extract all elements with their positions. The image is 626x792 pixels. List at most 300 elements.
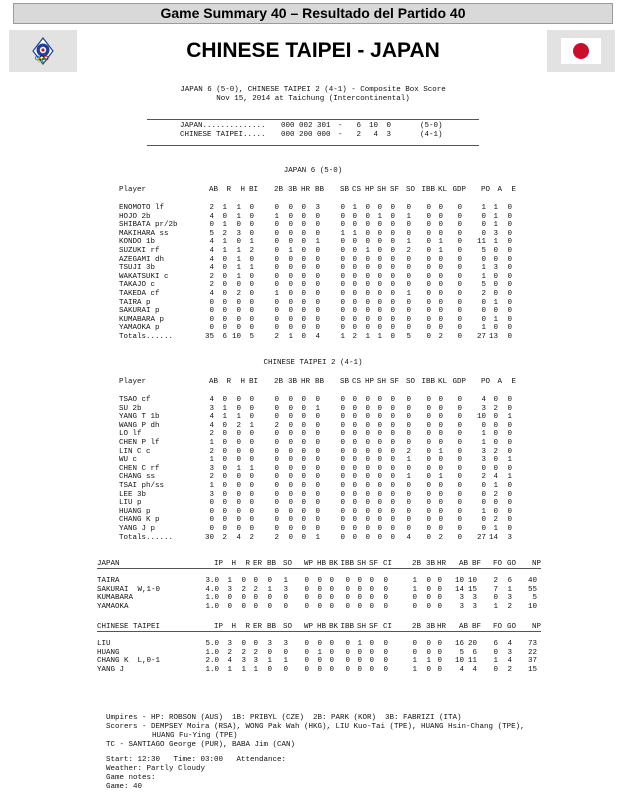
japan-pitching-header-cell: AB bbox=[458, 560, 468, 568]
taipei-batting-player-name: LO lf bbox=[119, 430, 142, 439]
taipei-batting-header-cell: SB bbox=[339, 378, 349, 386]
japan-batting-stat-cell: 1 bbox=[377, 212, 382, 221]
taipei-pitching-stat-cell: 6 bbox=[472, 648, 477, 657]
japan-batting-stat-cell: 0 bbox=[249, 315, 254, 324]
chinese-taipei-olympic-emblem-icon bbox=[9, 30, 77, 72]
japan-batting-stat-cell: 0 bbox=[315, 281, 320, 290]
taipei-batting-stat-cell: 0 bbox=[315, 447, 320, 456]
taipei-batting-stat-cell: 0 bbox=[406, 464, 411, 473]
taipei-batting-stat-cell: 0 bbox=[274, 439, 279, 447]
taipei-batting-stat-cell: 0 bbox=[457, 490, 462, 499]
japan-batting-stat-cell: 2 bbox=[481, 290, 486, 298]
japan-pitching-stat-cell: 0 bbox=[426, 585, 431, 594]
taipei-batting-stat-cell: 0 bbox=[406, 404, 411, 413]
taipei-batting-stat-cell: 1 bbox=[249, 421, 254, 430]
japan-batting-stat-cell: 0 bbox=[426, 281, 431, 290]
taipei-batting-stat-cell: 0 bbox=[236, 456, 241, 465]
japan-batting-stat-cell: 0 bbox=[426, 333, 431, 341]
japan-pitching-stat-cell: 0 bbox=[345, 577, 350, 585]
taipei-batting-stat-cell: 0 bbox=[365, 413, 370, 422]
taipei-pitching-stat-cell: 0 bbox=[267, 648, 272, 657]
japan-batting-stat-cell: 0 bbox=[274, 264, 279, 273]
taipei-batting-stat-cell: 0 bbox=[426, 396, 431, 404]
taipei-pitching-stat-cell: 0 bbox=[426, 648, 431, 657]
japan-batting-stat-cell: 0 bbox=[426, 238, 431, 247]
taipei-pitching-stat-cell: 1 bbox=[426, 657, 431, 666]
taipei-batting-stat-cell: 1 bbox=[222, 404, 227, 413]
taipei-batting-header-cell: HR bbox=[300, 378, 310, 386]
japan-batting-stat-cell: 1 bbox=[236, 204, 241, 212]
japan-batting-header-cell: KL bbox=[437, 186, 447, 194]
taipei-batting-stat-cell: 0 bbox=[301, 447, 306, 456]
taipei-pitching-stat-cell: 1 bbox=[412, 665, 417, 674]
japan-pitching-header-cell: IP bbox=[213, 560, 223, 568]
japan-batting-stat-cell: 0 bbox=[365, 229, 370, 238]
taipei-batting-stat-cell: 2 bbox=[209, 447, 214, 456]
japan-batting-stat-cell: 0 bbox=[236, 221, 241, 230]
taipei-batting-stat-cell: 0 bbox=[438, 404, 443, 413]
japan-pitching-stat-cell: 0 bbox=[383, 602, 388, 611]
taipei-batting-stat-cell: 0 bbox=[377, 516, 382, 525]
taipei-batting-stat-cell: 0 bbox=[340, 473, 345, 482]
japan-batting-stat-cell: 0 bbox=[315, 264, 320, 273]
japan-batting-stat-cell: 0 bbox=[438, 272, 443, 281]
japan-batting-stat-cell: 0 bbox=[426, 255, 431, 264]
technical-commissioners-line: TC - SANTIAGO George (PUR), BABA Jim (CAN) bbox=[106, 741, 296, 749]
taipei-pitching-stat-cell: 0 bbox=[345, 665, 350, 674]
taipei-batting-stat-cell: 3 bbox=[481, 404, 486, 413]
taipei-batting-stat-cell: 0 bbox=[274, 507, 279, 516]
japan-batting-stat-cell: 6 bbox=[222, 333, 227, 341]
taipei-batting-stat-cell: 0 bbox=[274, 396, 279, 404]
japan-batting-stat-cell: 0 bbox=[340, 264, 345, 273]
japan-pitching-pitcher-name: SAKURAI W,1-0 bbox=[97, 585, 161, 594]
taipei-batting-stat-cell: 0 bbox=[222, 482, 227, 490]
japan-batting-stat-cell: 0 bbox=[352, 307, 357, 316]
linescore-innings: 000 200 000 bbox=[281, 131, 331, 139]
taipei-pitching-stat-cell: 0 bbox=[329, 657, 334, 666]
taipei-batting-header-cell: H bbox=[240, 378, 245, 386]
taipei-batting-header-cell: R bbox=[226, 378, 231, 386]
japan-pitching-header-cell: CI bbox=[382, 560, 392, 568]
japan-pitching-stat-cell: 3 bbox=[472, 602, 477, 611]
taipei-pitching-header-cell: BF bbox=[471, 623, 481, 631]
taipei-batting-stat-cell: 0 bbox=[301, 525, 306, 533]
taipei-batting-stat-cell: 0 bbox=[457, 447, 462, 456]
japan-batting-title: JAPAN 6 (5-0) bbox=[283, 167, 343, 175]
japan-batting-stat-cell: 0 bbox=[493, 281, 498, 290]
taipei-pitching-stat-cell: 0 bbox=[493, 665, 498, 674]
japan-batting-stat-cell: 1 bbox=[236, 255, 241, 264]
taipei-batting-stat-cell: 0 bbox=[301, 464, 306, 473]
taipei-batting-stat-cell: 4 bbox=[209, 413, 214, 422]
japan-pitching-stat-cell: 0 bbox=[304, 577, 309, 585]
japan-batting-stat-cell: 0 bbox=[457, 212, 462, 221]
game-notes-line: Game notes: bbox=[106, 774, 156, 782]
japan-pitching-stat-cell: 3 bbox=[283, 585, 288, 594]
taipei-pitching-stat-cell: 0 bbox=[241, 640, 246, 648]
taipei-pitching-stat-cell: 0 bbox=[345, 657, 350, 666]
japan-batting-stat-cell: 1 bbox=[340, 229, 345, 238]
japan-pitching-header-cell: NP bbox=[531, 560, 541, 568]
japan-batting-stat-cell: 0 bbox=[406, 307, 411, 316]
japan-batting-stat-cell: 0 bbox=[481, 307, 486, 316]
japan-pitching-stat-cell: 55 bbox=[527, 585, 537, 594]
taipei-batting-stat-cell: 0 bbox=[390, 413, 395, 422]
japan-batting-stat-cell: 0 bbox=[340, 255, 345, 264]
taipei-pitching-stat-cell: 0 bbox=[329, 665, 334, 674]
japan-batting-stat-cell: 0 bbox=[222, 307, 227, 316]
taipei-batting-stat-cell: 0 bbox=[352, 490, 357, 499]
japan-pitching-stat-cell: 0 bbox=[345, 602, 350, 611]
taipei-batting-stat-cell: 0 bbox=[493, 439, 498, 447]
japan-batting-stat-cell: 3 bbox=[493, 264, 498, 273]
japan-batting-stat-cell: 0 bbox=[222, 272, 227, 281]
taipei-batting-stat-cell: 0 bbox=[249, 482, 254, 490]
taipei-pitching-header-cell: AB bbox=[458, 623, 468, 631]
taipei-batting-stat-cell: 0 bbox=[481, 499, 486, 508]
japan-pitching-stat-cell: 1 bbox=[283, 577, 288, 585]
japan-batting-stat-cell: 0 bbox=[426, 324, 431, 333]
taipei-batting-player-name: CHEN P lf bbox=[119, 439, 160, 447]
taipei-batting-stat-cell: 0 bbox=[438, 516, 443, 525]
taipei-batting-stat-cell: 2 bbox=[222, 533, 227, 542]
taipei-batting-stat-cell: 1 bbox=[222, 413, 227, 422]
taipei-batting-stat-cell: 1 bbox=[481, 507, 486, 516]
japan-pitching-stat-cell: 0 bbox=[345, 585, 350, 594]
japan-batting-header-cell: H bbox=[240, 186, 245, 194]
japan-batting-stat-cell: 0 bbox=[507, 307, 512, 316]
japan-pitching-stat-cell: 0 bbox=[437, 577, 442, 585]
taipei-batting-stat-cell: 0 bbox=[481, 464, 486, 473]
taipei-batting-stat-cell: 1 bbox=[507, 456, 512, 465]
japan-batting-stat-cell: 0 bbox=[377, 247, 382, 255]
taipei-batting-header-cell: HP bbox=[364, 378, 374, 386]
taipei-batting-stat-cell: 0 bbox=[315, 482, 320, 490]
japan-batting-stat-cell: 0 bbox=[288, 272, 293, 281]
taipei-batting-stat-cell: 2 bbox=[493, 404, 498, 413]
japan-batting-stat-cell: 0 bbox=[426, 290, 431, 298]
taipei-batting-stat-cell: 0 bbox=[365, 533, 370, 542]
japan-batting-stat-cell: 0 bbox=[222, 290, 227, 298]
japan-batting-stat-cell: 0 bbox=[457, 204, 462, 212]
japan-pitching-stat-cell: 0 bbox=[437, 594, 442, 603]
japan-batting-stat-cell: 0 bbox=[377, 204, 382, 212]
japan-batting-stat-cell: 1 bbox=[236, 272, 241, 281]
taipei-batting-stat-cell: 0 bbox=[340, 507, 345, 516]
japan-batting-stat-cell: 0 bbox=[340, 281, 345, 290]
taipei-batting-stat-cell: 1 bbox=[236, 413, 241, 422]
taipei-pitching-stat-cell: 0 bbox=[437, 657, 442, 666]
taipei-batting-stat-cell: 0 bbox=[352, 499, 357, 508]
taipei-batting-stat-cell: 0 bbox=[340, 413, 345, 422]
japan-batting-player-name: SUZUKI rf bbox=[119, 247, 160, 255]
japan-batting-stat-cell: 0 bbox=[352, 264, 357, 273]
taipei-batting-stat-cell: 0 bbox=[438, 456, 443, 465]
japan-batting-stat-cell: 0 bbox=[288, 229, 293, 238]
taipei-pitching-header-cell: BB bbox=[266, 623, 276, 631]
japan-batting-stat-cell: 0 bbox=[457, 324, 462, 333]
japan-batting-stat-cell: 0 bbox=[288, 324, 293, 333]
taipei-batting-stat-cell: 0 bbox=[301, 413, 306, 422]
japan-batting-stat-cell: 0 bbox=[390, 264, 395, 273]
taipei-pitching-stat-cell: 1 bbox=[253, 665, 258, 674]
japan-batting-stat-cell: 0 bbox=[301, 290, 306, 298]
taipei-batting-stat-cell: 0 bbox=[222, 516, 227, 525]
taipei-batting-stat-cell: 0 bbox=[390, 464, 395, 473]
taipei-batting-stat-cell: 0 bbox=[288, 507, 293, 516]
taipei-batting-stat-cell: 0 bbox=[352, 525, 357, 533]
taipei-batting-stat-cell: 0 bbox=[457, 533, 462, 542]
taipei-pitching-header-cell: WP bbox=[303, 623, 313, 631]
linescore-bottom-rule bbox=[147, 145, 479, 146]
taipei-batting-stat-cell: 0 bbox=[377, 439, 382, 447]
japan-batting-stat-cell: 0 bbox=[390, 255, 395, 264]
taipei-batting-stat-cell: 0 bbox=[222, 456, 227, 465]
japan-batting-stat-cell: 0 bbox=[377, 229, 382, 238]
japan-pitching-header-cell: BF bbox=[471, 560, 481, 568]
japan-batting-stat-cell: 0 bbox=[236, 307, 241, 316]
taipei-batting-stat-cell: 0 bbox=[377, 430, 382, 439]
japan-batting-stat-cell: 0 bbox=[507, 264, 512, 273]
japan-batting-stat-cell: 0 bbox=[438, 204, 443, 212]
japan-batting-stat-cell: 1 bbox=[438, 238, 443, 247]
japan-batting-stat-cell: 0 bbox=[365, 298, 370, 307]
japan-batting-stat-cell: 0 bbox=[481, 221, 486, 230]
taipei-pitching-stat-cell: 4 bbox=[459, 665, 464, 674]
taipei-batting-stat-cell: 0 bbox=[288, 421, 293, 430]
japan-batting-stat-cell: 0 bbox=[406, 204, 411, 212]
japan-batting-stat-cell: 0 bbox=[249, 307, 254, 316]
taipei-batting-stat-cell: 1 bbox=[209, 439, 214, 447]
japan-batting-stat-cell: 0 bbox=[288, 290, 293, 298]
taipei-pitching-header-cell: R bbox=[245, 623, 250, 631]
taipei-pitching-stat-cell: 4 bbox=[472, 665, 477, 674]
japan-batting-stat-cell: 1 bbox=[406, 238, 411, 247]
japan-batting-stat-cell: 0 bbox=[406, 281, 411, 290]
japan-batting-stat-cell: 1 bbox=[249, 264, 254, 273]
japan-pitching-header-cell: WP bbox=[303, 560, 313, 568]
japan-batting-stat-cell: 0 bbox=[390, 247, 395, 255]
taipei-batting-stat-cell: 1 bbox=[438, 473, 443, 482]
taipei-batting-stat-cell: 0 bbox=[274, 447, 279, 456]
taipei-pitching-stat-cell: 0 bbox=[493, 648, 498, 657]
japan-batting-stat-cell: 1 bbox=[288, 247, 293, 255]
japan-batting-stat-cell: 1 bbox=[377, 333, 382, 341]
japan-pitching-stat-cell: 0 bbox=[241, 577, 246, 585]
japan-batting-stat-cell: 0 bbox=[222, 324, 227, 333]
japan-batting-stat-cell: 0 bbox=[457, 290, 462, 298]
taipei-batting-stat-cell: 4 bbox=[209, 396, 214, 404]
taipei-batting-stat-cell: 0 bbox=[249, 439, 254, 447]
japan-batting-stat-cell: 0 bbox=[438, 255, 443, 264]
japan-pitching-stat-cell: 0 bbox=[304, 585, 309, 594]
taipei-batting-stat-cell: 0 bbox=[352, 533, 357, 542]
japan-batting-stat-cell: 0 bbox=[426, 264, 431, 273]
taipei-batting-stat-cell: 0 bbox=[352, 421, 357, 430]
japan-pitching-stat-cell: 0 bbox=[369, 585, 374, 594]
taipei-batting-stat-cell: 0 bbox=[365, 456, 370, 465]
taipei-batting-stat-cell: 0 bbox=[340, 456, 345, 465]
taipei-batting-stat-cell: 0 bbox=[377, 396, 382, 404]
japan-batting-header-player: Player bbox=[119, 186, 147, 194]
japan-batting-stat-cell: 0 bbox=[222, 212, 227, 221]
japan-batting-stat-cell: 0 bbox=[301, 324, 306, 333]
taipei-pitching-stat-cell: 2 bbox=[241, 648, 246, 657]
taipei-batting-player-name: YANG J p bbox=[119, 525, 156, 533]
taipei-batting-stat-cell: 0 bbox=[377, 473, 382, 482]
taipei-batting-stat-cell: 0 bbox=[288, 482, 293, 490]
taipei-batting-stat-cell: 0 bbox=[288, 430, 293, 439]
taipei-pitching-stat-cell: 1.0 bbox=[205, 665, 219, 674]
taipei-batting-stat-cell: 0 bbox=[426, 456, 431, 465]
taipei-batting-stat-cell: 0 bbox=[377, 456, 382, 465]
japan-batting-stat-cell: 2 bbox=[209, 204, 214, 212]
start-time-line: Start: 12:30 Time: 03:00 Attendance: bbox=[106, 756, 287, 764]
japan-pitching-stat-cell: 0 bbox=[267, 577, 272, 585]
japan-batting-stat-cell: 2 bbox=[209, 272, 214, 281]
taipei-batting-header-cell: AB bbox=[208, 378, 218, 386]
japan-batting-stat-cell: 2 bbox=[249, 247, 254, 255]
taipei-batting-stat-cell: 0 bbox=[274, 456, 279, 465]
taipei-pitching-stat-cell: 0 bbox=[369, 648, 374, 657]
taipei-batting-stat-cell: 0 bbox=[222, 447, 227, 456]
japan-batting-stat-cell: 0 bbox=[236, 281, 241, 290]
taipei-batting-stat-cell: 0 bbox=[249, 499, 254, 508]
taipei-batting-stat-cell: 0 bbox=[222, 499, 227, 508]
taipei-batting-stat-cell: 0 bbox=[493, 456, 498, 465]
taipei-batting-stat-cell: 2 bbox=[481, 473, 486, 482]
taipei-batting-stat-cell: 0 bbox=[426, 516, 431, 525]
taipei-pitching-stat-cell: 4 bbox=[507, 640, 512, 648]
taipei-batting-stat-cell: 0 bbox=[377, 404, 382, 413]
taipei-batting-stat-cell: 0 bbox=[493, 396, 498, 404]
taipei-batting-stat-cell: 0 bbox=[365, 525, 370, 533]
japan-batting-stat-cell: 0 bbox=[426, 272, 431, 281]
japan-batting-stat-cell: 0 bbox=[457, 264, 462, 273]
japan-pitching-header-cell: SO bbox=[282, 560, 292, 568]
taipei-batting-stat-cell: 0 bbox=[352, 456, 357, 465]
japan-batting-stat-cell: 0 bbox=[365, 315, 370, 324]
taipei-batting-stat-cell: 0 bbox=[406, 421, 411, 430]
taipei-batting-stat-cell: 0 bbox=[236, 516, 241, 525]
japan-pitching-stat-cell: 0 bbox=[357, 602, 362, 611]
taipei-batting-stat-cell: 0 bbox=[274, 499, 279, 508]
taipei-batting-player-name: TSAO cf bbox=[119, 396, 151, 404]
japan-batting-stat-cell: 1 bbox=[274, 212, 279, 221]
game-summary-title-bar bbox=[13, 3, 613, 24]
japan-batting-header-cell: BB bbox=[314, 186, 324, 194]
taipei-batting-stat-cell: 0 bbox=[365, 439, 370, 447]
japan-batting-stat-cell: 0 bbox=[390, 221, 395, 230]
taipei-batting-stat-cell: 0 bbox=[236, 430, 241, 439]
japan-batting-stat-cell: 0 bbox=[457, 221, 462, 230]
japan-batting-stat-cell: 1 bbox=[481, 204, 486, 212]
taipei-batting-stat-cell: 0 bbox=[315, 464, 320, 473]
japan-pitching-stat-cell: 10 bbox=[467, 577, 477, 585]
taipei-batting-stat-cell: 0 bbox=[377, 482, 382, 490]
japan-pitching-pitcher-name: TAIRA bbox=[97, 577, 120, 585]
taipei-batting-stat-cell: 0 bbox=[377, 447, 382, 456]
japan-batting-stat-cell: 1 bbox=[493, 221, 498, 230]
taipei-pitching-stat-cell: 0 bbox=[412, 640, 417, 648]
linescore-dash: - bbox=[338, 122, 343, 130]
japan-batting-stat-cell: 0 bbox=[288, 307, 293, 316]
japan-batting-stat-cell: 0 bbox=[377, 221, 382, 230]
taipei-pitching-stat-cell: 37 bbox=[527, 657, 537, 666]
taipei-batting-player-name: CHANG K p bbox=[119, 516, 160, 525]
taipei-pitching-stat-cell: 0 bbox=[345, 640, 350, 648]
taipei-batting-stat-cell: 0 bbox=[274, 404, 279, 413]
taipei-batting-stat-cell: 0 bbox=[288, 499, 293, 508]
taipei-batting-stat-cell: 1 bbox=[438, 447, 443, 456]
japan-batting-stat-cell: 5 bbox=[249, 333, 254, 341]
taipei-batting-player-name: SU 2b bbox=[119, 404, 142, 413]
taipei-batting-stat-cell: 0 bbox=[365, 421, 370, 430]
taipei-pitching-stat-cell: 0 bbox=[253, 640, 258, 648]
japan-pitching-stat-cell: 0 bbox=[426, 577, 431, 585]
taipei-batting-stat-cell: 0 bbox=[507, 439, 512, 447]
japan-pitching-header-cell: GO bbox=[506, 560, 516, 568]
linescore-dash: - bbox=[338, 131, 343, 139]
taipei-batting-stat-cell: 0 bbox=[249, 490, 254, 499]
taipei-batting-stat-cell: 1 bbox=[406, 456, 411, 465]
japan-batting-stat-cell: 0 bbox=[209, 307, 214, 316]
japan-batting-stat-cell: 1 bbox=[493, 238, 498, 247]
taipei-batting-stat-cell: 0 bbox=[301, 404, 306, 413]
japan-pitching-stat-cell: 0 bbox=[357, 585, 362, 594]
japan-batting-header-cell: HR bbox=[300, 186, 310, 194]
taipei-pitching-stat-cell: 0 bbox=[329, 648, 334, 657]
japan-batting-stat-cell: 0 bbox=[457, 333, 462, 341]
japan-pitching-header-cell: ER bbox=[252, 560, 262, 568]
japan-batting-stat-cell: 5 bbox=[481, 281, 486, 290]
taipei-batting-stat-cell: 0 bbox=[438, 499, 443, 508]
japan-batting-stat-cell: 0 bbox=[288, 204, 293, 212]
japan-batting-header-cell: CS bbox=[351, 186, 361, 194]
taipei-pitching-stat-cell: 0 bbox=[369, 665, 374, 674]
taipei-pitching-stat-cell: 1 bbox=[493, 657, 498, 666]
japan-batting-stat-cell: 0 bbox=[274, 247, 279, 255]
japan-batting-stat-cell: 0 bbox=[274, 221, 279, 230]
taipei-batting-stat-cell: 0 bbox=[438, 525, 443, 533]
japan-batting-stat-cell: 0 bbox=[426, 212, 431, 221]
japan-batting-player-name: KUMABARA p bbox=[119, 315, 165, 324]
japan-batting-stat-cell: 0 bbox=[222, 298, 227, 307]
taipei-batting-stat-cell: 1 bbox=[481, 439, 486, 447]
japan-batting-stat-cell: 0 bbox=[507, 315, 512, 324]
taipei-batting-stat-cell: 0 bbox=[301, 533, 306, 542]
japan-batting-stat-cell: 0 bbox=[457, 255, 462, 264]
taipei-batting-stat-cell: 0 bbox=[457, 525, 462, 533]
taipei-batting-stat-cell: 0 bbox=[377, 499, 382, 508]
taipei-batting-stat-cell: 0 bbox=[222, 464, 227, 473]
japan-pitching-stat-cell: 0 bbox=[426, 602, 431, 611]
japan-batting-stat-cell: 0 bbox=[390, 333, 395, 341]
japan-batting-stat-cell: 1 bbox=[493, 204, 498, 212]
japan-batting-stat-cell: 0 bbox=[390, 290, 395, 298]
japan-batting-player-name: SAKURAI p bbox=[119, 307, 160, 316]
japan-batting-stat-cell: 0 bbox=[340, 221, 345, 230]
taipei-batting-stat-cell: 0 bbox=[236, 499, 241, 508]
japan-pitching-stat-cell: 0 bbox=[412, 602, 417, 611]
taipei-batting-stat-cell: 0 bbox=[493, 464, 498, 473]
taipei-batting-stat-cell: 0 bbox=[236, 482, 241, 490]
taipei-batting-header-cell: A bbox=[497, 378, 502, 386]
japan-pitching-stat-cell: 10 bbox=[454, 577, 464, 585]
japan-batting-stat-cell: 0 bbox=[438, 315, 443, 324]
taipei-batting-stat-cell: 0 bbox=[507, 464, 512, 473]
